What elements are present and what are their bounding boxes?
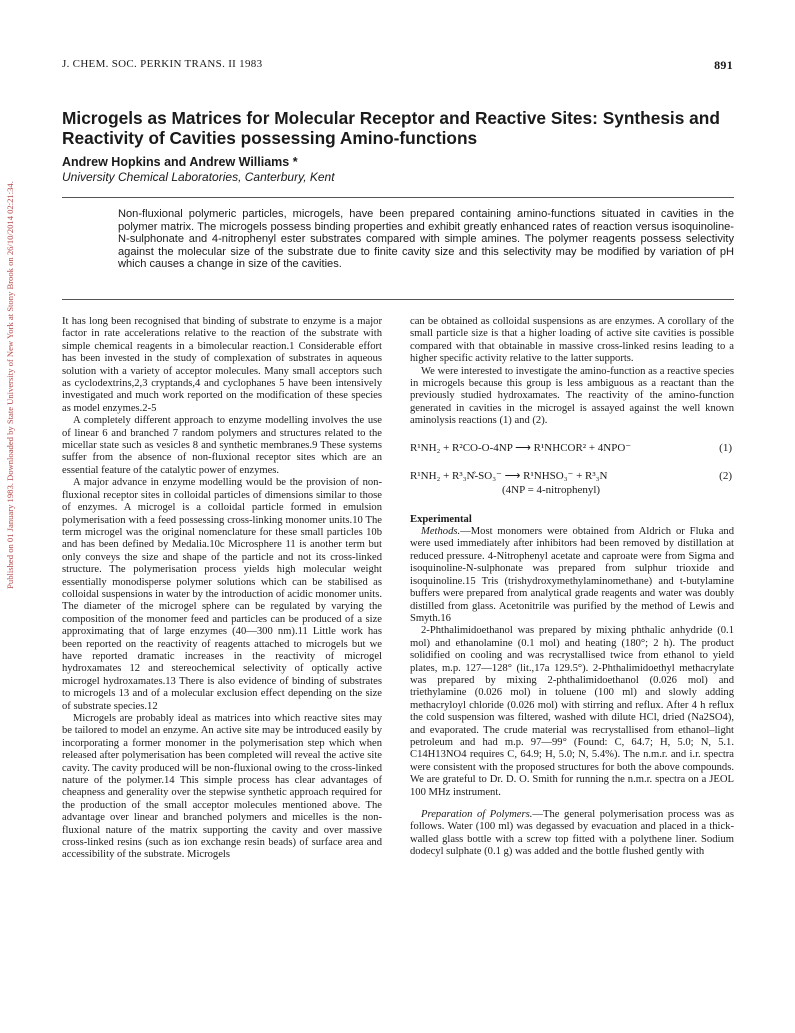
right-column — [410, 316, 734, 859]
equation-text: R¹NH₂ + R³₃N̊-SO₃⁻ ⟶ R¹NHSO₃⁻ + R³₃N — [410, 469, 608, 482]
abstract-rule — [62, 299, 734, 300]
subheading: Preparation of Polymers. — [421, 809, 533, 820]
paragraph: A major advance in enzyme modelling would be the provision of non-fluxional receptor sites in colloidal particles of dimensions similar to those of enzymes. A microgel is a colloidal particle formed in emulsion polymerisation with a feed possessing cross-linking monomer units.10 The term microgel was the original nomenclature for these small particles 10b and has been defined by Medalia.10c Microsphere 11 is another term but only conveys the size and shape of the particle and not its cross-linked structure. The polymerisation process yields high molecular weight essentially monodisperse polymer solutions which can be stabilised as colloidal suspensions in water by the introduction of acidic monomer units. The diameter of the microgel sphere can be regulated by varying the composition of the monomer feed and particles can be produced of a size approximating that of large enzymes (40—300 nm).11 Little work has been reported on the reactivity of reagents attached to microgels but we have reported dramatic increases in the reactivity of microgel hydroxamates 12 and stereochemical selectivity of optically active microgel hydroxamates.13 There is also evidence of binding of substrates to microgels 13 and of a molecular exclusion effect depending on the size of substrate species.12 — [62, 477, 382, 712]
affiliation: University Chemical Laboratories, Canterbury, Kent — [62, 170, 335, 184]
section-heading: Experimental — [410, 513, 472, 525]
preparation-paragraph — [410, 809, 734, 859]
methods-paragraph — [410, 526, 734, 625]
top-rule — [62, 197, 734, 198]
equation-text: R¹NH₂ + R²CO-O-4NP ⟶ R¹NHCOR² + 4NPO⁻ — [410, 441, 632, 454]
equation-number: (1) — [719, 441, 732, 454]
abstract: Non-fluxional polymeric particles, microgels, have been prepared containing amino-functions situated in cavities in the polymer matrix. The microgels possess binding properties and exhibit greatly enhanced rates of reaction versus isoquinoline-N-sulphonate and 4-nitrophenyl ester substrates compared with simple amines. The polymer reagents possess selectivity against the molecular size of the substrate due to finite cavity size and this selectivity may be modified by variation of pH which causes a change in size of the cavities. — [118, 208, 734, 271]
paragraph: can be obtained as colloidal suspensions as are enzymes. A corollary of the small particle size is that a higher loading of active site cavities is possible compared with that obtainable in massive cross-linked resins leading to a higher specific activity relative to the latter supports. — [410, 316, 734, 365]
journal-name: J. CHEM. SOC. PERKIN TRANS. II 1983 — [62, 58, 263, 70]
download-watermark — [0, 0, 22, 1033]
paragraph: We were interested to investigate the amino-function as a reactive species in microgels because this group is less ambiguous as a reactant than the previously studied hydroxamates. The reactivity of the amino-function generated in cavities in the microgel is assayed against the well known aminolysis reactions (1) and (2). — [410, 365, 734, 427]
paragraph: 2-Phthalimidoethanol was prepared by mixing phthalic anhydride (0.1 mol) and ethanolamine (0.1 mol) and heating (180°; 2 h). The product solidified on cooling and was recrystallised twice from ethanol to yield plates, m.p. 127—128° (lit.,17a 129.5°). 2-Phthalimidoethyl methacrylate was prepared by mixing 2-phthalimidoethanol (0.026 mol) and triethylamine (0.026 mol) in toluene (100 ml) and slowly adding methacryloyl chloride (0.026 mol) with stirring and reflux. After 4 h reflux the cold suspension was filtered, washed with dilute HCl, dried (Na2SO4), and evaporated. The crude material was recrystallised from ethanol–light petroleum and had m.p. 97—99° (Found: C, 64.7; H, 5.0; N, 5.1. C14H13NO4 requires C, 64.9; H, 5.0; N, 5.4%). The n.m.r. and i.r. spectra were consistent with the proposed structures for both the above compounds. We are grateful to Dr. D. O. Smith for running the n.m.r. spectra on a JEOL 100 MHz instrument. — [410, 625, 734, 798]
page-number: 891 — [714, 58, 733, 72]
subheading: Methods. — [421, 526, 461, 538]
paragraph: It has long been recognised that binding of substrate to enzyme is a major factor in rate accelerations relative to the reaction of the substrate with simple chemical reagents in a bimolecular reaction.1 Considerable effort has been invested in the study of complexation of substrates in aqueous solution with a variety of acceptor molecules. Many small acceptors such as cyclodextrins,2,3 cryptands,4 and cyclophanes 5 have been intensively investigated and much work reported on the modification of these species as model enzymes.2-5 — [62, 316, 382, 414]
paragraph-text: —The general polymerisation process was as follows. Water (100 ml) was degassed by evacuation and placed in a thick-walled glass bottle with a screw top fitted with a polythene liner. Sodium dodecyl sulphate (0.1 g) was added and the bottle flushed gently with — [410, 809, 735, 858]
authors: Andrew Hopkins and Andrew Williams * — [62, 155, 298, 169]
left-column — [62, 316, 382, 862]
equation-note: (4NP = 4-nitrophenyl) — [502, 483, 601, 496]
paragraph: Microgels are probably ideal as matrices into which reactive sites may be tailored to model an enzyme. An active site may be introduced easily by incorporating a former monomer in the polymerisation step which when released after polymerisation has been completed will reveal the active site cavity. The cavity produced will be non-fluxional owing to the cross-linked nature of the polymer.14 This simple process has clear advantages of cheapness and generality over the stepwise synthetic approach required for the production of the small acceptor molecules mentioned above. The advantage over linear and branched polymers and micelles is the non-fluxional nature of the matrix supporting the cavity and over massive cross-linked resins (such as ion exchange resin beads) of surface area and accessibility of the substrate. Microgels — [62, 713, 382, 861]
article-title: Microgels as Matrices for Molecular Receptor and Reactive Sites: Synthesis and Reactivity of Cavities possessing Amino-functions — [62, 108, 720, 148]
paragraph-text: —Most monomers were obtained from Aldrich or Fluka and were used immediately after inhibitors had been removed by distillation at reduced pressure. 4-Nitrophenyl acetate and caproate were from Sigma and isoquinoline-N-sulphonate was prepared from sulphur trioxide and isoquinoline.15 Tris (trishydroxymethylaminomethane) and t-butylamine buffers were prepared from analytical grade reagents and water was doubly distilled from glass. Acetonitrile was purified by the method of Lewis and Smyth.16 — [410, 526, 734, 624]
equation-2 — [410, 470, 734, 498]
equation-1 — [410, 442, 734, 456]
running-head — [62, 58, 733, 74]
download-note: Published on 01 January 1983. Downloaded by State University of New York at Stony Brook on 26/10/2014 02:21:34. — [5, 181, 15, 589]
equation-number: (2) — [719, 469, 732, 482]
paragraph: A completely different approach to enzyme modelling involves the use of linear 6 and branched 7 random polymers and structures related to the micellar state such as vesicles 8 and synthetic membranes.9 These systems suffer from the absence of non-fluxional receptor sites which are an essential feature of the catalytic power of enzymes. — [62, 415, 382, 476]
spacer — [410, 799, 734, 809]
